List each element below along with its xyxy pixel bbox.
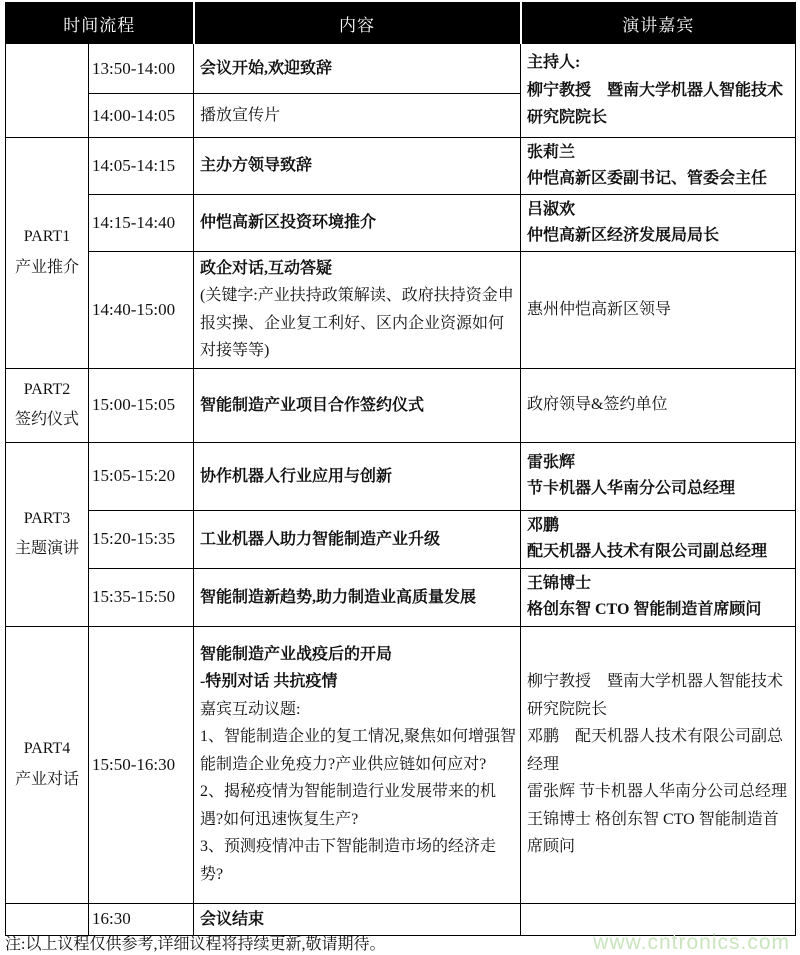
part-cell-part1 (6, 138, 89, 369)
part3-name: 主题演讲 (14, 540, 79, 558)
header-speaker-col: 演讲嘉宾 (521, 3, 796, 44)
table-row (6, 442, 796, 510)
content-cell: 仲恺高新区投资环境推介 (194, 194, 521, 251)
part2-id: PART2 (23, 380, 71, 398)
content-cell: 播放宣传片 (194, 94, 521, 138)
dialog-title-2: -特别对话 共抗疫情 (200, 673, 338, 691)
dialog-intro: 嘉宾互动议题: (200, 700, 301, 718)
header-row (6, 3, 796, 44)
part2-name: 签约仪式 (14, 411, 79, 429)
header-time-col: 时间流程 (6, 3, 194, 44)
speaker-cell (521, 194, 796, 251)
watermark-text: www.cntronics.com (593, 931, 790, 954)
content-cell: 会议结束 (194, 903, 521, 935)
part4-name: 产业对话 (14, 770, 79, 788)
content-detail: (关键字:产业扶持政策解读、政府扶持资金申报实操、企业复工利好、区内企业资源如何对接等等) (200, 287, 514, 360)
dialog-title-1: 智能制造产业战疫后的开局 (200, 645, 393, 663)
speaker-cell (521, 510, 796, 568)
part-cell-part2 (6, 368, 89, 442)
agenda-table (5, 2, 796, 936)
dialog-question-3: 3、预测疫情冲击下智能制造市场的经济走势? (200, 838, 497, 883)
table-row (6, 368, 796, 442)
speaker-cell (521, 568, 796, 626)
time-cell: 15:35-15:50 (89, 568, 194, 626)
speaker-name: 王锦博士 (527, 575, 592, 593)
speaker-cell-host (521, 44, 796, 138)
content-cell: 智能制造新趋势,助力制造业高质量发展 (194, 568, 521, 626)
content-title: 政企对话,互动答疑 (200, 259, 333, 277)
panel-speaker: 王锦博士 格创东智 CTO 智能制造首席顾问 (527, 810, 779, 856)
time-cell: 15:20-15:35 (89, 510, 194, 568)
speaker-cell (521, 138, 796, 195)
part1-name: 产业推介 (14, 258, 79, 276)
time-cell: 13:50-14:00 (89, 44, 194, 94)
speaker-title: 仲恺高新区经济发展局局长 (527, 226, 720, 244)
host-label: 主持人: (527, 54, 581, 72)
panel-speaker: 柳宁教授 暨南大学机器人智能技术研究院院长 (527, 673, 784, 718)
dialog-question-1: 1、智能制造企业的复工情况,聚焦如何增强智能制造企业免疫力?产业供应链如何应对? (200, 728, 517, 773)
time-cell: 14:05-14:15 (89, 138, 194, 195)
speaker-name: 吕淑欢 (527, 200, 576, 218)
speaker-name: 张莉兰 (527, 144, 576, 161)
time-cell: 15:05-15:20 (89, 442, 194, 510)
panel-speaker: 雷张辉 节卡机器人华南分公司总经理 (527, 783, 788, 801)
agenda-page (0, 2, 800, 955)
table-row (6, 510, 796, 568)
time-cell: 15:50-16:30 (89, 626, 194, 903)
part1-id: PART1 (23, 228, 71, 246)
part-cell-empty-top (6, 44, 89, 138)
table-row (6, 568, 796, 626)
speaker-name: 邓鹏 (527, 517, 560, 535)
content-cell: 协作机器人行业应用与创新 (194, 442, 521, 510)
host-detail: 柳宁教授 暨南大学机器人智能技术研究院院长 (527, 81, 784, 127)
content-cell: 主办方领导致辞 (194, 138, 521, 195)
part3-id: PART3 (23, 509, 71, 527)
time-cell: 15:00-15:05 (89, 368, 194, 442)
table-row (6, 626, 796, 903)
table-row (6, 194, 796, 251)
speaker-cell-panel (521, 626, 796, 903)
speaker-name: 雷张辉 (527, 454, 576, 472)
table-row (6, 138, 796, 195)
table-row (6, 251, 796, 368)
content-cell: 工业机器人助力智能制造产业升级 (194, 510, 521, 568)
speaker-title: 节卡机器人华南分公司总经理 (527, 480, 736, 498)
footer-note: 注:以上议程仅供参考,详细议程将持续更新,敬请期待。 (5, 936, 386, 953)
part4-id: PART4 (23, 740, 71, 758)
time-cell: 14:15-14:40 (89, 194, 194, 251)
header-content-col: 内容 (194, 3, 521, 44)
content-cell (194, 626, 521, 903)
speaker-title: 仲恺高新区委副书记、管委会主任 (527, 169, 768, 187)
speaker-title: 格创东智 CTO 智能制造首席顾问 (527, 601, 762, 619)
time-cell: 14:00-14:05 (89, 94, 194, 138)
speaker-cell (521, 442, 796, 510)
part-cell-part3 (6, 442, 89, 626)
speaker-title: 配天机器人技术有限公司副总经理 (527, 543, 768, 561)
dialog-question-2: 2、揭秘疫情为智能制造行业发展带来的机遇?如何迅速恢复生产? (200, 783, 497, 828)
table-row (6, 44, 796, 94)
time-cell: 16:30 (89, 903, 194, 935)
page-footer (5, 927, 795, 955)
part-cell-part4 (6, 626, 89, 903)
panel-speaker: 邓鹏 配天机器人技术有限公司副总经理 (527, 728, 784, 773)
time-cell: 14:40-15:00 (89, 251, 194, 368)
speaker-cell: 惠州仲恺高新区领导 (521, 251, 796, 368)
content-cell: 智能制造产业项目合作签约仪式 (194, 368, 521, 442)
speaker-cell: 政府领导&签约单位 (521, 368, 796, 442)
content-cell: 会议开始,欢迎致辞 (194, 44, 521, 94)
content-cell (194, 251, 521, 368)
